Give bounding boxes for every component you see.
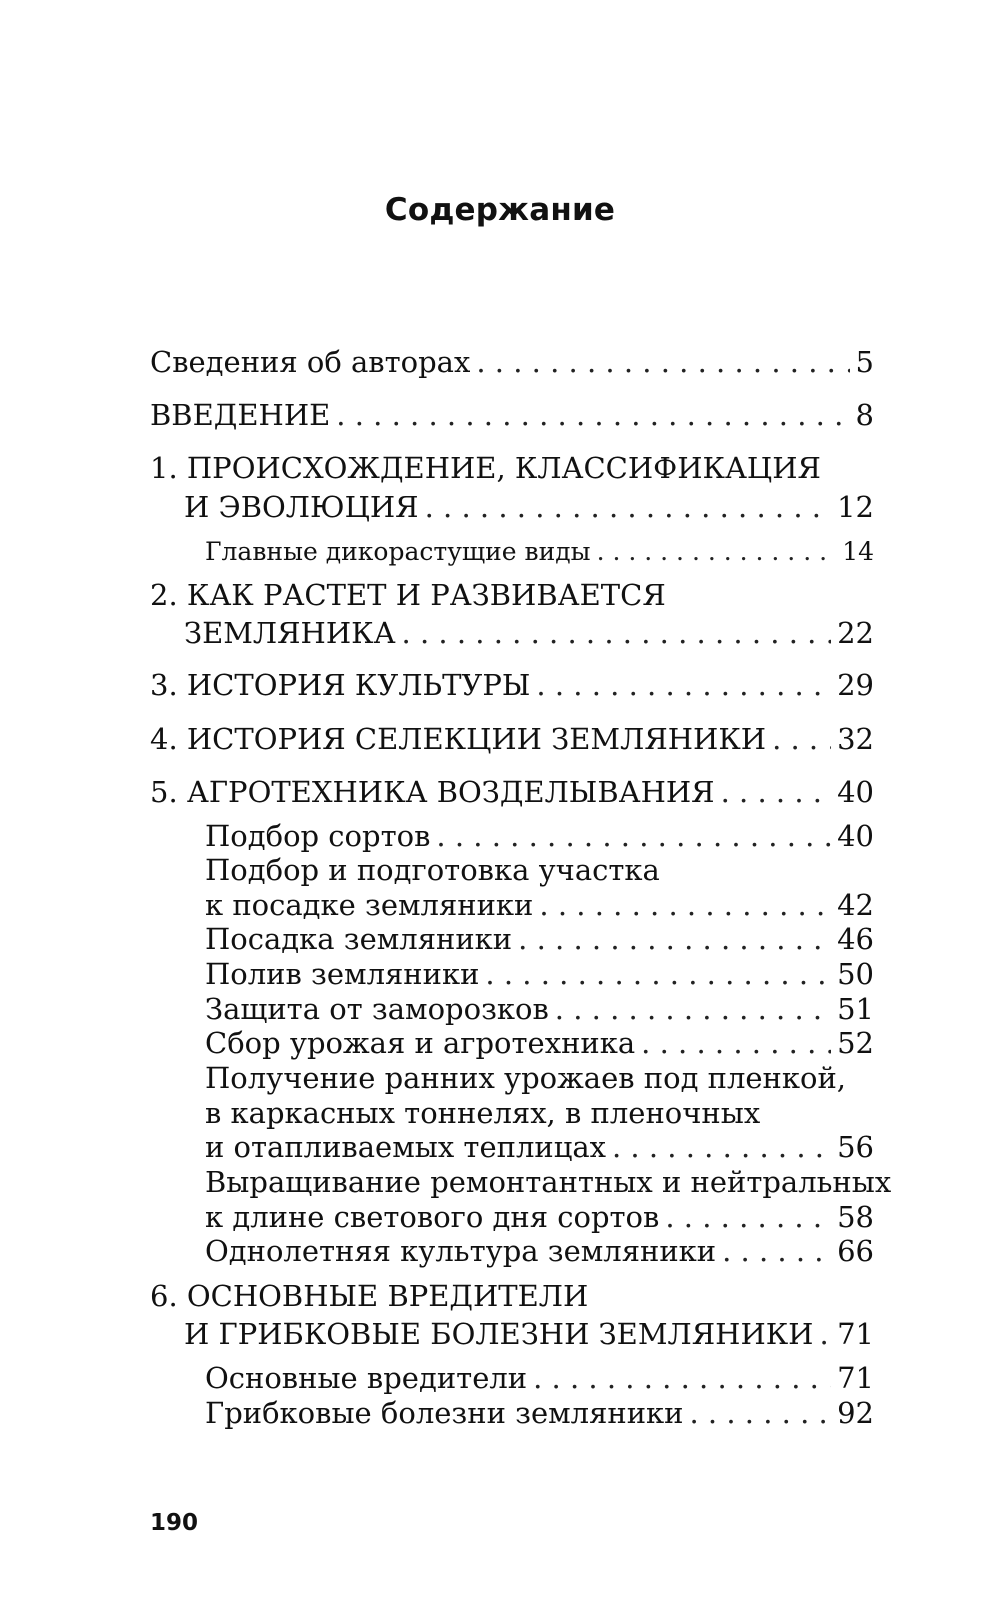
dot-leader: [518, 922, 831, 956]
toc-entry-ch5-s4[interactable]: [205, 957, 874, 991]
toc-entry-page: 40: [837, 775, 874, 809]
toc-entry-authors[interactable]: [150, 345, 874, 379]
toc-entry-text: Главные дикорастущие виды: [205, 537, 591, 566]
dot-leader: [402, 616, 832, 650]
toc-entry-ch5-s7-line2[interactable]: в каркасных тоннелях, в пленочных: [205, 1096, 761, 1130]
toc-entry-ch6-line1[interactable]: 6. ОСНОВНЫЕ ВРЕДИТЕЛИ: [150, 1279, 589, 1313]
toc-entry-text: Сведения об авторах: [150, 345, 471, 379]
toc-entry-page: 92: [837, 1396, 874, 1430]
toc-entry-ch5-s6[interactable]: [205, 1026, 874, 1060]
toc-entry-text: Сбор урожая и агротехника: [205, 1026, 636, 1060]
toc-entry-text: ЗЕМЛЯНИКА: [184, 616, 396, 650]
toc-entry-text: Однолетняя культура земляники: [205, 1234, 717, 1268]
toc-entry-text: Защита от заморозков: [205, 992, 549, 1026]
toc-entry-page: 50: [837, 957, 874, 991]
toc-entry-text: И ГРИБКОВЫЕ БОЛЕЗНИ ЗЕМЛЯНИКИ: [184, 1317, 814, 1351]
toc-entry-page: 32: [837, 722, 874, 756]
toc-entry-text: 4. ИСТОРИЯ СЕЛЕКЦИИ ЗЕМЛЯНИКИ: [150, 722, 767, 756]
dot-leader: [597, 537, 837, 566]
toc-entry-text: к посадке земляники: [205, 888, 534, 922]
toc-entry-ch5-s5[interactable]: [205, 992, 874, 1026]
toc-entry-intro[interactable]: [150, 398, 874, 432]
toc-entry-ch6-s1[interactable]: [205, 1361, 874, 1395]
toc-entry-page: 12: [837, 490, 874, 524]
toc-entry-page: 40: [837, 819, 874, 853]
toc-entry-page: 8: [855, 398, 874, 432]
toc-entry-ch5-s1[interactable]: [205, 819, 874, 853]
dot-leader: [555, 992, 831, 1026]
toc-entry-text: ВВЕДЕНИЕ: [150, 398, 331, 432]
toc-entry-page: 46: [837, 922, 874, 956]
toc-entry-ch6[interactable]: [184, 1317, 874, 1351]
toc-entry-ch1-s1[interactable]: [205, 537, 874, 566]
toc-entry-text: Подбор сортов: [205, 819, 431, 853]
toc-entry-ch5-s8[interactable]: [205, 1200, 874, 1234]
toc-entry-text: к длине светового дня сортов: [205, 1200, 660, 1234]
toc-entry-ch5-s9[interactable]: [205, 1234, 874, 1268]
toc-entry-page: 52: [837, 1026, 874, 1060]
toc-entry-text: 5. АГРОТЕХНИКА ВОЗДЕЛЫВАНИЯ: [150, 775, 715, 809]
dot-leader: [436, 819, 831, 853]
toc-entry-ch3[interactable]: [150, 668, 874, 702]
toc-entry-page: 29: [837, 668, 874, 702]
toc-entry-text: 3. ИСТОРИЯ КУЛЬТУРЫ: [150, 668, 531, 702]
toc-entry-page: 56: [837, 1130, 874, 1164]
dot-leader: [476, 345, 849, 379]
toc-entry-ch4[interactable]: [150, 722, 874, 756]
page-number: 190: [150, 1510, 199, 1536]
toc-entry-text: Основные вредители: [205, 1361, 528, 1395]
toc-entry-ch5-s7[interactable]: [205, 1130, 874, 1164]
toc-entry-text: Полив земляники: [205, 957, 480, 991]
dot-leader: [536, 668, 831, 702]
dot-leader: [690, 1396, 832, 1430]
toc-entry-ch5-s8-line1[interactable]: Выращивание ремонтантных и нейтральных: [205, 1165, 892, 1199]
dot-leader: [722, 1234, 831, 1268]
toc-entry-text: и отапливаемых теплицах: [205, 1130, 606, 1164]
toc-entry-page: 42: [837, 888, 874, 922]
toc-entry-ch2-line1[interactable]: 2. КАК РАСТЕТ И РАЗВИВАЕТСЯ: [150, 578, 666, 612]
toc-entry-page: 71: [837, 1317, 874, 1351]
toc-entry-text: И ЭВОЛЮЦИЯ: [184, 490, 419, 524]
dot-leader: [425, 490, 832, 524]
dot-leader: [772, 722, 831, 756]
toc-entry-ch1-line1[interactable]: 1. ПРОИСХОЖДЕНИЕ, КЛАССИФИКАЦИЯ: [150, 451, 821, 485]
toc-entry-page: 51: [837, 992, 874, 1026]
dot-leader: [612, 1130, 831, 1164]
toc-entry-text: Грибковые болезни земляники: [205, 1396, 684, 1430]
dot-leader: [485, 957, 831, 991]
dot-leader: [533, 1361, 831, 1395]
toc-entry-page: 58: [837, 1200, 874, 1234]
toc-entry-ch5-s7-line1[interactable]: Получение ранних урожаев под пленкой,: [205, 1061, 847, 1095]
toc-entry-ch5-s3[interactable]: [205, 922, 874, 956]
toc-entry-ch5-s2[interactable]: [205, 888, 874, 922]
toc-entry-ch2[interactable]: [184, 616, 874, 650]
toc-entry-page: 5: [855, 345, 874, 379]
toc-entry-ch1[interactable]: [184, 490, 874, 524]
toc-entry-text: Посадка земляники: [205, 922, 513, 956]
page-title: Содержание: [384, 192, 616, 228]
toc-entry-page: 14: [842, 537, 874, 566]
toc-entry-page: 22: [837, 616, 874, 650]
toc-entry-ch5-s2-line1[interactable]: Подбор и подготовка участка: [205, 853, 660, 887]
dot-leader: [336, 398, 849, 432]
dot-leader: [641, 1026, 831, 1060]
toc-entry-ch5[interactable]: [150, 775, 874, 809]
toc-entry-page: 66: [837, 1234, 874, 1268]
toc-entry-page: 71: [837, 1361, 874, 1395]
dot-leader: [665, 1200, 831, 1234]
dot-leader: [539, 888, 831, 922]
toc-entry-ch6-s2[interactable]: [205, 1396, 874, 1430]
dot-leader: [819, 1317, 831, 1351]
dot-leader: [721, 775, 831, 809]
